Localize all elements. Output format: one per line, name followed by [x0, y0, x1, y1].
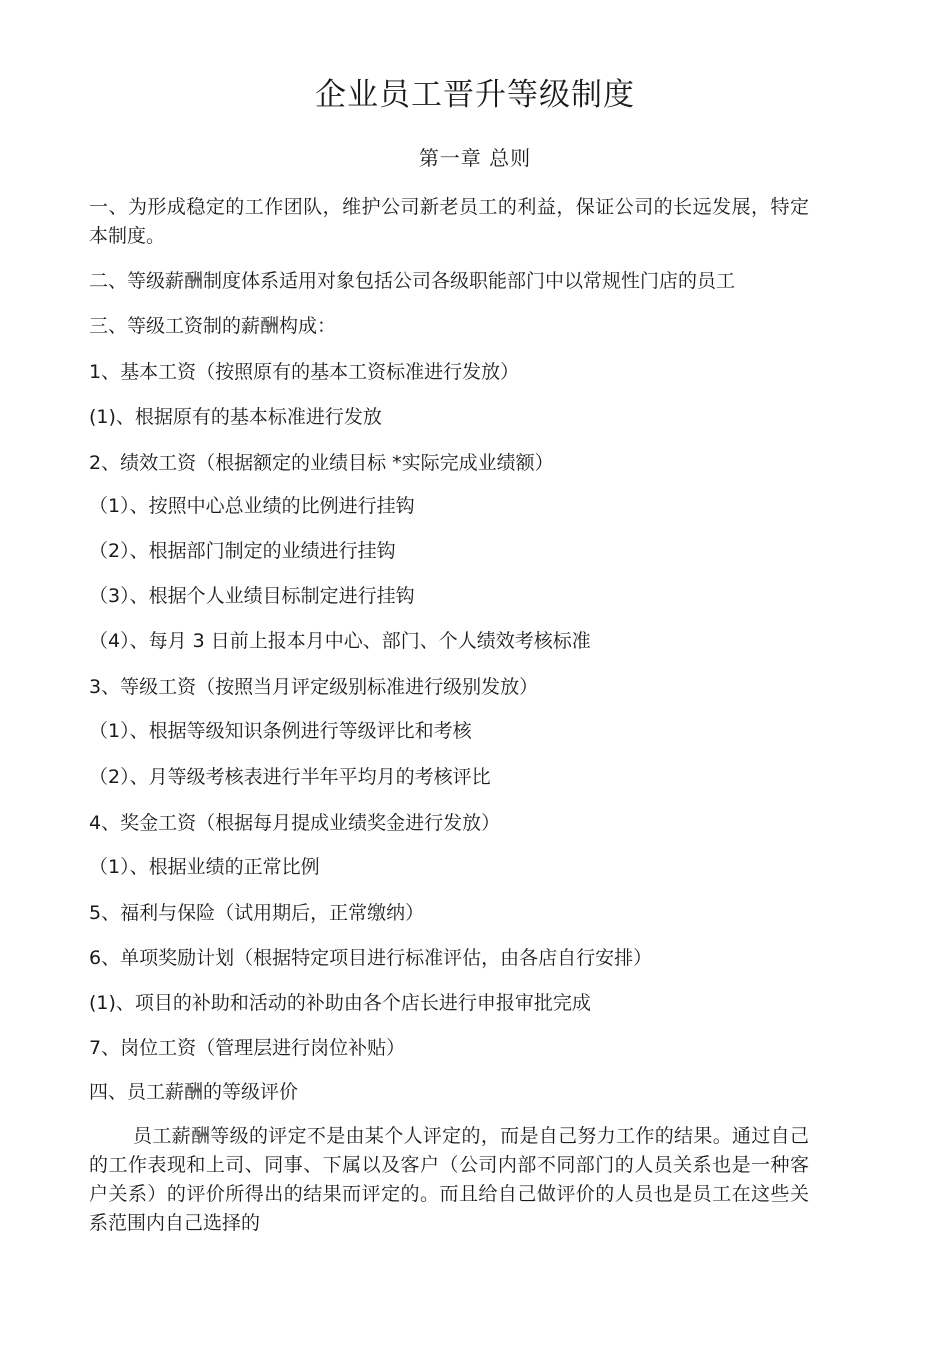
text-line: 2、绩效工资（根据额定的业绩目标 *实际完成业绩额）: [89, 452, 554, 474]
text-line: 四、员工薪酬的等级评价: [89, 1081, 299, 1103]
text-line: （3）、根据个人业绩目标制定进行挂钩: [89, 585, 415, 607]
text-line: 4、奖金工资（根据每月提成业绩奖金进行发放）: [89, 812, 501, 834]
text-line: （1）、根据业绩的正常比例: [89, 856, 320, 878]
text-line: 三、等级工资制的薪酬构成：: [89, 315, 337, 337]
chapter-heading: 第一章 总则: [418, 146, 532, 170]
text-line: 7、岗位工资（管理层进行岗位补贴）: [89, 1037, 406, 1059]
text-line: (1)、项目的补助和活动的补助由各个店长进行申报审批完成: [89, 992, 591, 1014]
text-line: （4）、每月 3 日前上报本月中心、部门、个人绩效考核标准: [89, 630, 591, 652]
intro-paragraph: 一、为形成稳定的工作团队，维护公司新老员工的利益，保证公司的长远发展，特定本制度。: [89, 196, 809, 247]
text-line: 二、等级薪酬制度体系适用对象包括公司各级职能部门中以常规性门店的员工: [89, 270, 736, 292]
document-title: 企业员工晋升等级制度: [315, 77, 635, 113]
text-line: 6、单项奖励计划（根据特定项目进行标准评估，由各店自行安排）: [89, 947, 653, 969]
text-line: （1）、根据等级知识条例进行等级评比和考核: [89, 720, 472, 742]
text-line: 3、等级工资（按照当月评定级别标准进行级别发放）: [89, 676, 539, 698]
text-line: 5、福利与保险（试用期后，正常缴纳）: [89, 902, 425, 924]
text-line: 1、基本工资（按照原有的基本工资标准进行发放）: [89, 361, 520, 383]
closing-paragraph: 员工薪酬等级的评定不是由某个人评定的，而是自己努力工作的结果。通过自己的工作表现和上司、同事、下属以及客户（公司内部不同部门的人员关系也是一种客户关系）的评价所得出的结果而评定的。而且给自己做评价的人员也是员工在这些关系范围内自己选择的: [89, 1125, 809, 1234]
text-line: （2）、根据部门制定的业绩进行挂钩: [89, 540, 396, 562]
text-line: (1)、根据原有的基本标准进行发放: [89, 406, 382, 428]
text-line: （2）、月等级考核表进行半年平均月的考核评比: [89, 766, 491, 788]
text-line: （1）、按照中心总业绩的比例进行挂钩: [89, 495, 415, 517]
